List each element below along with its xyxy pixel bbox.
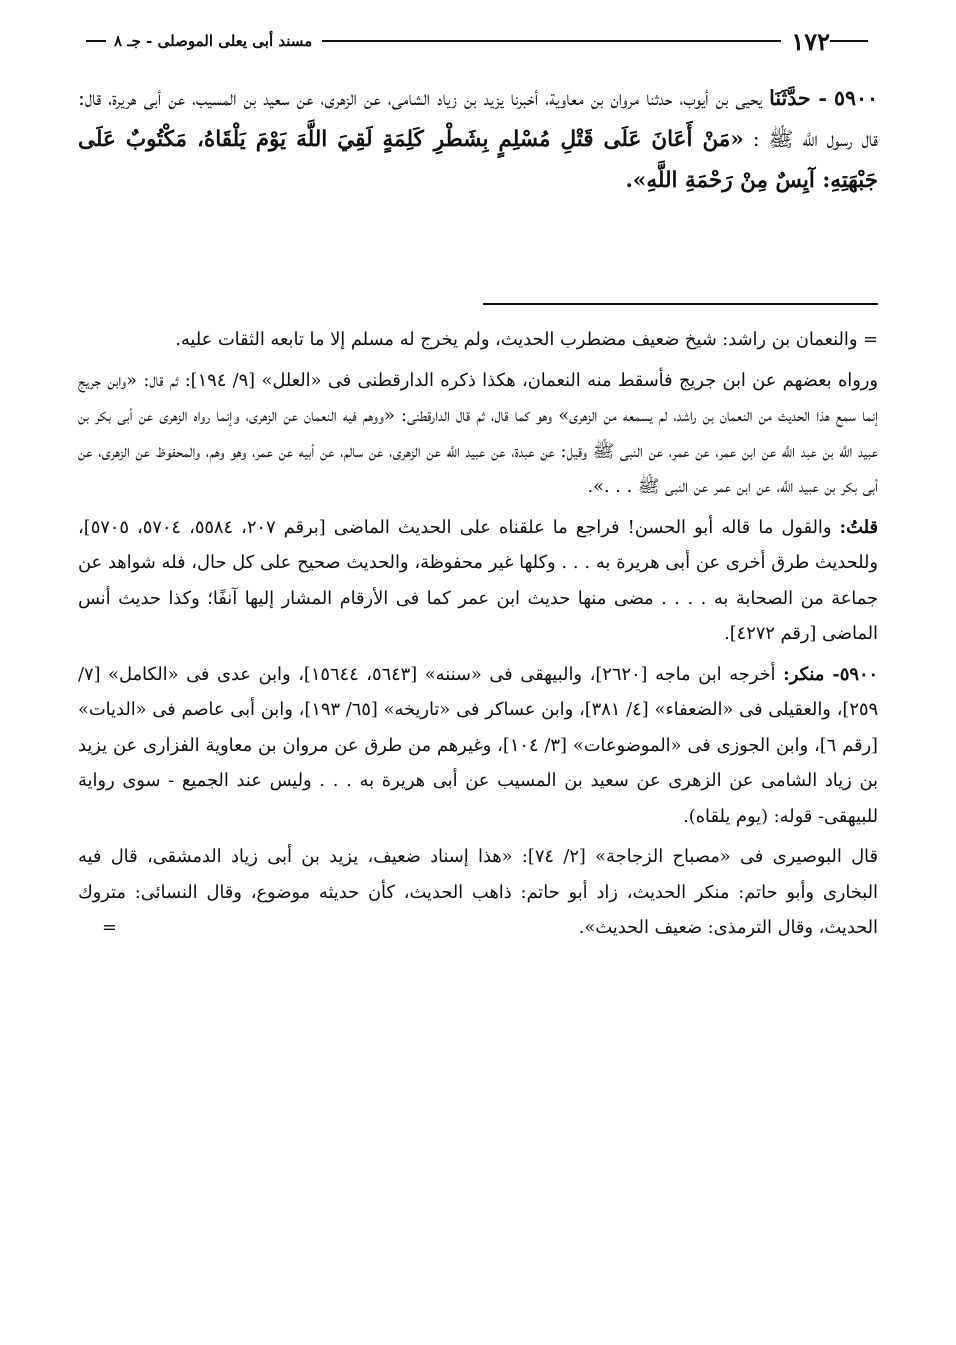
continuation-mark: = <box>102 917 117 938</box>
header-rule <box>322 40 781 42</box>
note-lead: ٥٩٠٠- منكر: <box>783 663 878 685</box>
footnote-paragraph <box>78 510 878 652</box>
hadith-number: ٥٩٠٠ <box>833 86 878 110</box>
page-number: ١٧٢ <box>791 26 830 56</box>
hadith-block <box>78 78 878 202</box>
footnote-paragraph <box>78 839 878 946</box>
book-title: مسند أبى يعلى الموصلى - جـ ٨ <box>114 32 313 50</box>
footnote-paragraph <box>78 657 878 835</box>
hadith-intro: - حدَّثَنَا <box>769 86 827 110</box>
header-rule <box>86 40 106 42</box>
header-rule <box>830 40 868 42</box>
footnote-paragraph: ورواه بعضهم عن ابن جريج فأسقط منه النعمان، هكذا ذكره الدارقطنى فى «العلل» [٩/ ١٩٤]: ثم قال: «وابن جريج إنما سمع هذا الحديث من النعمان بن راشد، لم يسمعه من الزهرى» وهو كما قال، ثم قال الدارقطنى: «ووهم فيه النعمان عن الزهرى، وإنما رواه الزهرى عن أبى بكر بن عبيد اللَّه بن عبد اللَّه عن ابن عمر، عن عمر، عن النبى ﷺ وقيل: عن عبدة، عن عبيد اللَّه عن الزهرى، عن سالم، عن أبيه عن عمر، وهو وهم، والمحفوظ عن الزهرى، عن أبى بكر بن عبيد اللَّه، عن ابن عمر عن النبى ﷺ . . .». <box>78 369 878 497</box>
footnote-paragraph: = والنعمان بن راشد: شيخ ضعيف مضطرب الحديث، ولم يخرج له مسلم إلا ما تابعه الثقات عليه. <box>175 329 878 350</box>
note-body: قال البوصيرى فى «مصباح الزجاجة» [٢/ ٧٤]: «هذا إسناد ضعيف، يزيد بن أبى زياد الدمشقى، قال فيه البخارى وأبو حاتم: منكر الحديث، زاد أبو حاتم: ذاهب الحديث، كأن حديثه موضوع، وقال النسائى: متروك الحديث، وقال الترمذى: ضعيف الحديث». <box>78 846 878 938</box>
hadith-text: «مَنْ أَعَانَ عَلَى قَتْلِ مُسْلِمٍ بِشَطْرِ كَلِمَةٍ لَقِيَ اللَّهَ يَوْمَ يَلْقَاهُ، مَكْتُوبٌ عَلَى جَبْهَتِهِ: آيِسٌ مِنْ رَحْمَةِ اللَّهِ». <box>78 126 878 193</box>
note-body: أخرجه ابن ماجه [٢٦٢٠]، والبيهقى فى «سننه» [٥٦٤٣، ١٥٦٤٤]، وابن عدى فى «الكامل» [٧/ ٢٥٩]، والعقيلى فى «الضعفاء» [٤/ ٣٨١]، وابن عساكر فى «تاريخه» [٦٥/ ١٩٣]، وابن أبى عاصم فى «الديات» [رقم ٦]، وابن الجوزى فى «الموضوعات» [٣/ ١٠٤]، وغيرهم من طرق عن مروان بن معاوية الفزارى عن يزيد بن زياد الشامى عن الزهرى عن سعيد بن المسيب عن أبى هريرة به . . . وليس عند الجميع - سوى رواية للبيهقى- قوله: (يوم يلقاه). <box>78 663 878 827</box>
page-header <box>78 26 878 56</box>
note-lead: قلتُ: <box>839 516 878 538</box>
footnotes <box>78 322 878 951</box>
footnote-separator <box>483 303 878 305</box>
hadith-isnad: يحيى بن أيوب، حدثنا مروان بن معاوية، أخبرنا يزيد بن زياد الشامى، عن الزهرى، عن سعيد بن المسيب، عن أبى هريرة، قال: قال رسول اللَّه ﷺ : <box>78 86 878 151</box>
note-body: والقول ما قاله أبو الحسن! فراجع ما علقناه على الحديث الماضى [برقم ٢٠٧، ٥٥٨٤، ٥٧٠٤، ٥٧٠٥]، وللحديث طرق أخرى عن أبى هريرة به . . . وكلها غير محفوظة، والحديث صحيح على كل حال، فله شواهد عن جماعة من الصحابة به . . . . مضى منها حديث ابن عمر كما فى الأرقام المشار إليها آنفًا؛ وكذا حديث أنس الماضى [رقم ٤٢٧٢]. <box>78 516 878 644</box>
